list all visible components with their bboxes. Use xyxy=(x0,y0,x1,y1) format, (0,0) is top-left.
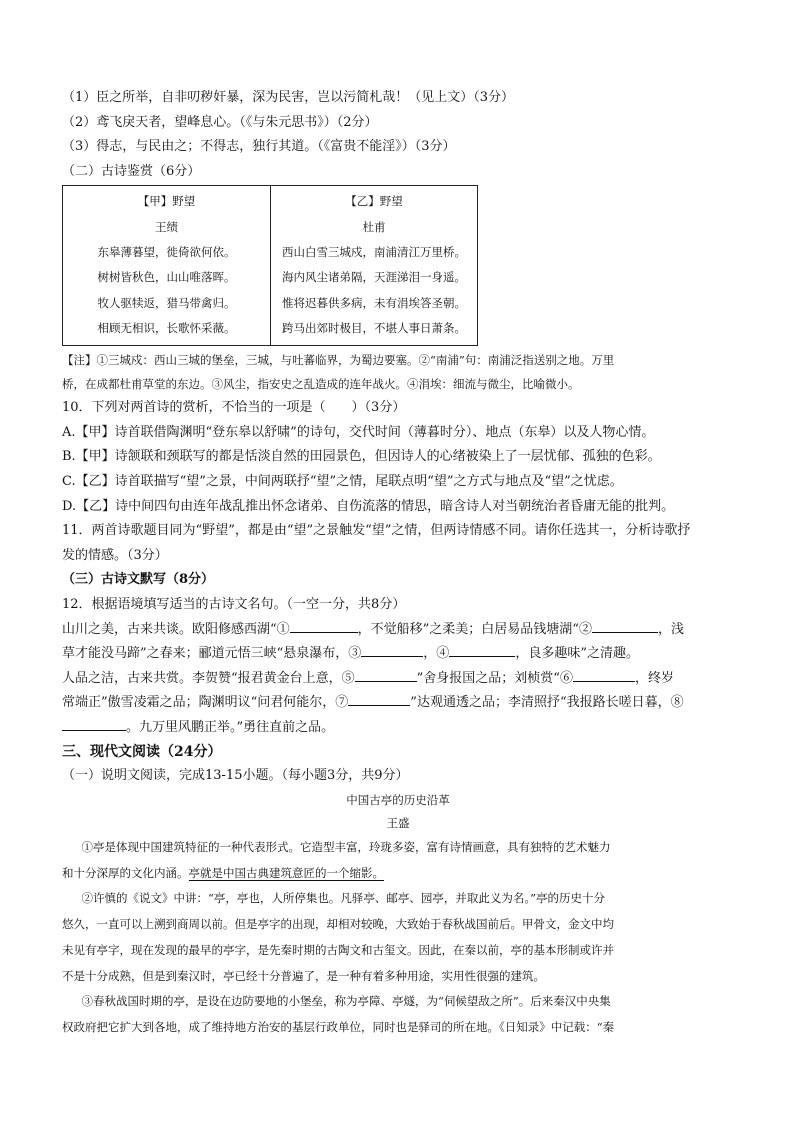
page-content xyxy=(62,86,734,1041)
poem-b-line: 西山白雪三城戍，南浦清江万里桥。 xyxy=(282,244,466,259)
fill-blank-5[interactable] xyxy=(355,668,417,682)
question-12-stem: 12．根据语境填写适当的古诗文名句。（一空一分，共8分） xyxy=(62,596,406,612)
poem-a-line: 树树皆秋色，山山唯落晖。 xyxy=(97,270,236,285)
question-10-option-c: C.【乙】诗首联描写“望”之景，中间两联抒“望”之情，尾联点明“望”之方式与地点及“望”之忧虑。 xyxy=(62,473,623,489)
fill-blank-2[interactable] xyxy=(592,619,658,633)
article-paragraph-3: ③春秋战国时期的亭，是设在边防要地的小堡垒，称为亭障、亭燧，为“伺候望敌之所”。后来秦汉中央集 权政府把它扩大到各地，成了维持地方治安的基层行政单位，同时也是驿司的所在地。《日知录》中记载：“秦 xyxy=(62,994,615,1034)
poem-b-title: 【乙】野望 xyxy=(345,194,403,209)
section-recitation-heading: （三）古诗文默写（8分） xyxy=(62,572,215,588)
question-10-stem: 10．下列对两首诗的赏析，不恰当的一项是（ ）（3分） xyxy=(62,400,406,416)
question-11-line-1: 11．两首诗歌题目同为“野望”，都是由“望”之景触发“望”之情，但两诗情感不同。请你任选其一，分析诗歌抒 xyxy=(62,523,691,539)
poem-b xyxy=(270,186,477,345)
article-author: 王盛 xyxy=(386,816,410,831)
poem-a-line: 东皋薄暮望，徙倚欲何依。 xyxy=(97,244,236,259)
poem-b-line: 惟将迟暮供多病，未有涓埃答圣朝。 xyxy=(282,295,466,310)
question-11-line-2: 发的情感。（3分） xyxy=(62,547,168,563)
article-paragraph-2: ②许慎的《说文》中讲：“亭，亭也，人所停集也。凡驿亭、邮亭、园亭，并取此义为名。”亭的历史十分 悠久，一直可以上溯到商周以前。但是亭字的出现，却相对较晚，大致始于春秋战国前后。甲骨文，金文中均 未见有亭字，现在发现的最早的亭字，是先秦时期的古陶文和古玺文。因此，在秦以前，亭的基本形制或许并 不是十分成熟，但是到秦汉时，亭已经十分普遍了，是一种有着多种用途，实用性很强的建筑。 xyxy=(62,891,614,983)
question-12-line-2: 草才能没马蹄”之春来；郦道元悟三峡“悬泉瀑布，③ ，④ ，良多趣味”之清趣。 xyxy=(62,642,734,667)
question-12-line-4: 常端正”傲雪凌霜之品；陶渊明议“问君何能尔，⑦ ”达观通透之品；李清照抒“我报路长嗟日暮，⑧ xyxy=(62,691,734,716)
part-three-subheading: （一）说明文阅读，完成13-15小题。（每小题3分，共9分） xyxy=(62,768,409,784)
answer-line-3: （3）得志，与民由之；不得志，独行其道。（《富贵不能淫》）（3分） xyxy=(62,139,456,155)
poem-note-line-1: 【注】①三城戍：西山三城的堡垒，三城，与吐蕃临界，为蜀边要塞。②“南浦”句：南浦泛指送别之地。万里 xyxy=(62,353,615,368)
question-10-option-b: B.【甲】诗颔联和颈联写的都是恬淡自然的田园景色，但因诗人的心绪被染上了一层忧郁、孤独的色彩。 xyxy=(62,449,661,465)
poem-b-line: 海内风尘诸弟隔，天涯涕泪一身遥。 xyxy=(282,270,466,285)
poem-note-line-2: 桥，在成都杜甫草堂的东边。③风尘，指安史之乱造成的连年战火。④涓埃：细流与微尘，比喻微小。 xyxy=(62,377,580,392)
fill-blank-1[interactable] xyxy=(290,619,358,633)
poem-b-author: 杜甫 xyxy=(362,219,386,234)
poem-table xyxy=(62,185,478,346)
fill-blank-6[interactable] xyxy=(573,668,635,682)
question-12-line-5: 。九万里风鹏正举。”勇往直前之品。 xyxy=(62,716,734,741)
poem-a-title: 【甲】野望 xyxy=(137,194,196,209)
poem-b-line: 跨马出郊时极目，不堪人事日萧条。 xyxy=(282,320,466,335)
poem-a-author: 王绩 xyxy=(155,219,178,234)
fill-blank-8[interactable] xyxy=(62,717,126,731)
fill-blank-3[interactable] xyxy=(361,643,423,657)
section-poetry-heading: （二）古诗鉴赏（6分） xyxy=(62,163,201,179)
poem-a xyxy=(63,186,270,345)
article-title: 中国古亭的历史沿革 xyxy=(346,793,450,808)
poem-a-line: 牧人驱犊返，猎马带禽归。 xyxy=(97,295,236,310)
article-paragraph-1: ①亭是体现中国建筑特征的一种代表形式。它造型丰富，玲珑多姿，富有诗情画意，具有独特的艺术魅力 和十分深厚的文化内涵。亭就是中国古典建筑意匠的一个缩影。 xyxy=(62,840,611,880)
underlined-sentence: 亭就是中国古典建筑意匠的一个缩影。 xyxy=(188,865,384,880)
part-three-heading: 三、现代文阅读（24分） xyxy=(62,744,222,761)
poem-a-line: 相顾无相识，长歌怀采薇。 xyxy=(97,320,236,335)
fill-blank-7[interactable] xyxy=(348,692,410,706)
answer-line-2: （2）鸢飞戾天者，望峰息心。（《与朱元思书》）（2分） xyxy=(62,114,378,130)
question-10-option-d: D.【乙】诗中间四句由连年战乱推出怀念诸弟、自伤流落的情思，暗含诗人对当朝统治者昏庸无能的批判。 xyxy=(62,498,675,514)
question-10-option-a: A.【甲】诗首联借陶渊明“登东皋以舒啸”的诗句，交代时间（薄暮时分）、地点（东皋）以及人物心情。 xyxy=(62,424,655,440)
question-12-line-3: 人品之洁，古来共赏。李贺赞“报君黄金台上意，⑤ ”舍身报国之品；刘桢赏“⑥ ，终岁 xyxy=(62,667,734,692)
answer-line-1: （1）臣之所举，自非叨秽奸暴，深为民害，岂以污简札哉！（见上文）（3分） xyxy=(62,90,515,105)
question-12-line-1: 山川之美，古来共谈。欧阳修感西湖“① ，不觉船移”之柔美；白居易品钱塘湖“② ，浅 xyxy=(62,618,734,643)
fill-blank-4[interactable] xyxy=(449,643,515,657)
